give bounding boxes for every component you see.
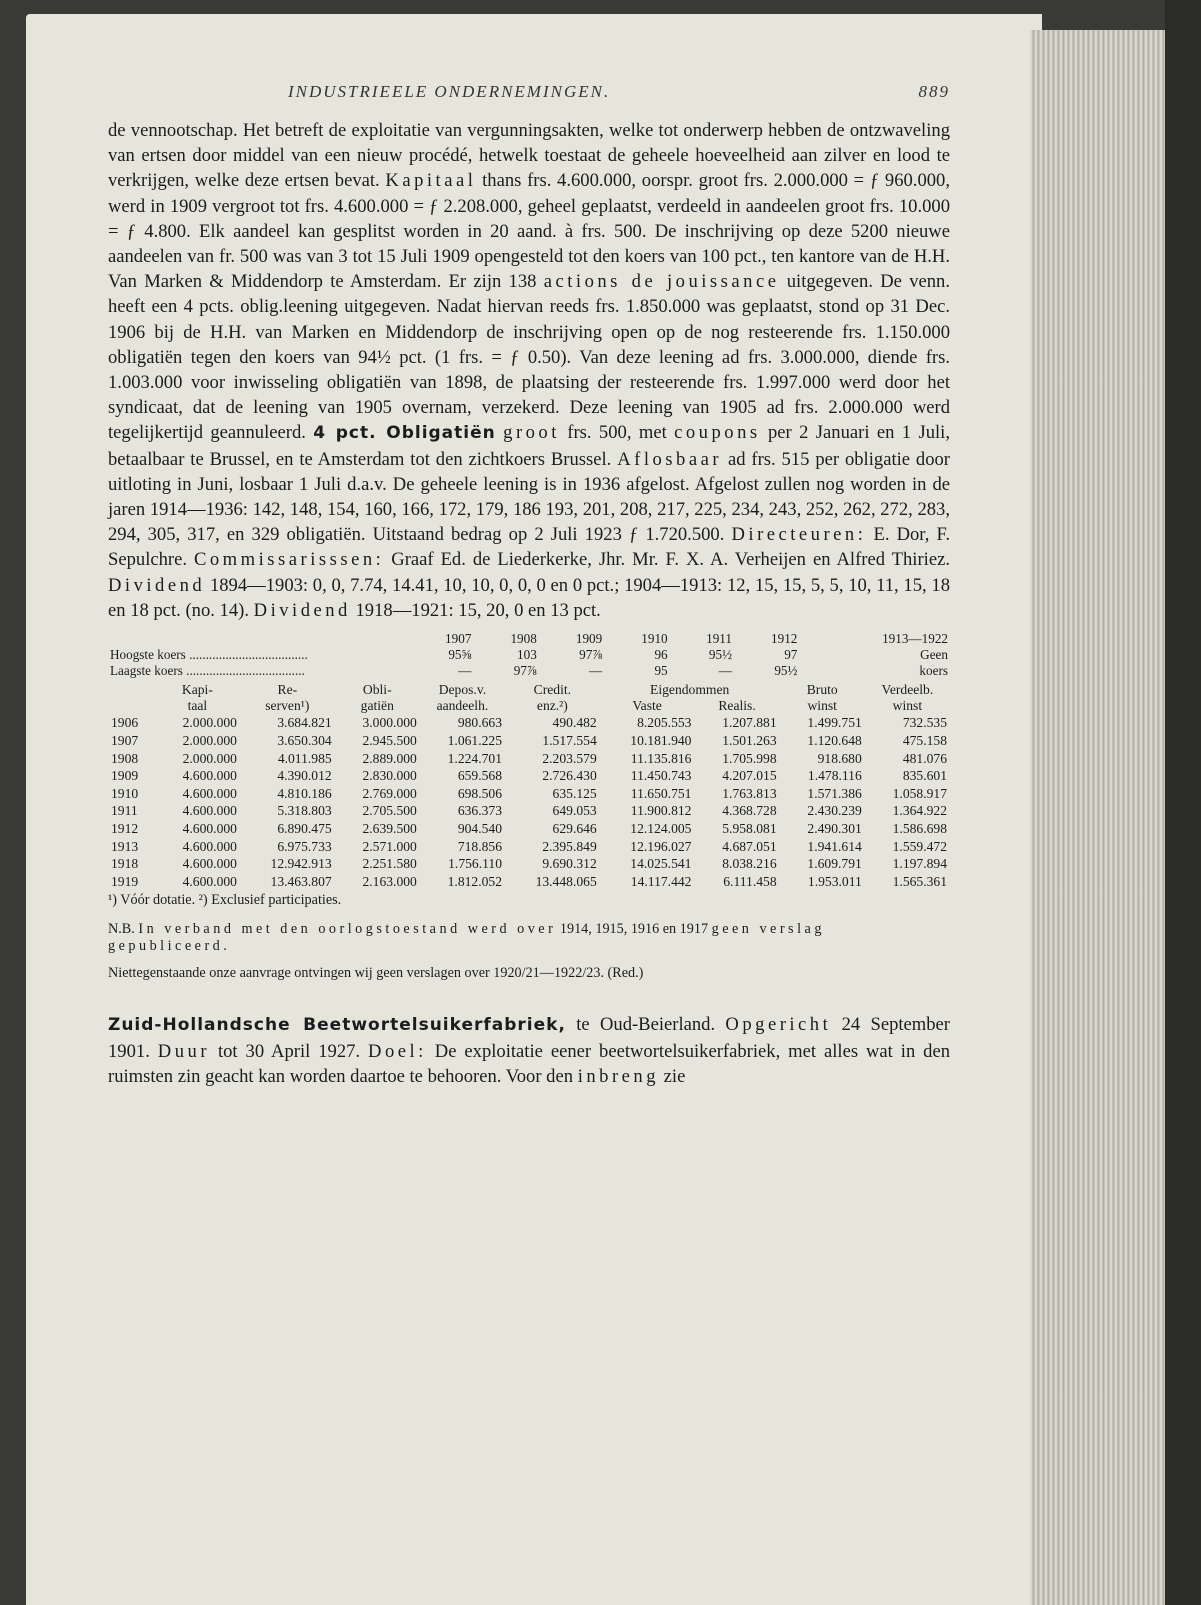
year-cell: 1909 bbox=[575, 631, 603, 647]
year-cell: 1912 bbox=[111, 821, 139, 837]
value-cell: 1.501.263 bbox=[722, 733, 777, 749]
table-row bbox=[108, 838, 950, 856]
value-cell: 2.000.000 bbox=[182, 750, 237, 766]
value-cell: 11.650.751 bbox=[630, 785, 692, 801]
text-run: zie bbox=[663, 1065, 686, 1087]
header-cell: Verdeelb. bbox=[881, 682, 934, 698]
year-cell: 1909 bbox=[111, 768, 139, 784]
koers-cell: koers bbox=[919, 662, 948, 678]
value-cell: 1.364.922 bbox=[892, 803, 947, 819]
spaced-term-directeuren: Directeuren: bbox=[731, 524, 867, 546]
value-cell: 12.196.027 bbox=[630, 838, 692, 854]
text-run: De exploitatie eener beetwortelsuikerfabriek, met alles wat in den ruimsten zin geacht kan worden daartoe te behooren. Voor den bbox=[108, 1040, 951, 1087]
year-cell: 1907 bbox=[445, 631, 472, 647]
header-cell: winst bbox=[892, 698, 923, 714]
value-cell: 6.975.733 bbox=[277, 838, 332, 854]
header-cell: Kapi- bbox=[181, 682, 213, 698]
value-cell: 13.463.807 bbox=[270, 873, 332, 889]
value-cell: 1.756.110 bbox=[448, 856, 502, 872]
value-cell: 2.395.849 bbox=[542, 838, 597, 854]
value-cell: 904.540 bbox=[457, 821, 502, 837]
spaced-text: In verband met den oorlogstoestand werd over bbox=[138, 921, 557, 938]
text-run: te Oud-Beierland. bbox=[576, 1014, 716, 1036]
value-cell: 1.499.751 bbox=[807, 715, 862, 731]
value-cell: 1.224.701 bbox=[447, 750, 502, 766]
value-cell: 1.058.917 bbox=[892, 785, 947, 801]
value-cell: 14.025.541 bbox=[630, 856, 692, 872]
value-cell: 11.450.743 bbox=[630, 768, 692, 784]
text-run: de vennootschap. Het betreft de exploitatie van vergunningsakten, welke tot onderwerp hebben de ontzwaveling van ertsen door middel van een nieuw procédé, hetwelk toestaat de geheele hoeveelheid aan zilver en lood te verkrijgen, welke deze ertsen bevat. bbox=[108, 120, 950, 192]
year-cell: 1908 bbox=[510, 631, 537, 647]
value-cell: 698.506 bbox=[457, 785, 502, 801]
value-cell: 629.646 bbox=[552, 821, 597, 837]
year-cell: 1919 bbox=[111, 873, 139, 889]
year-cell: 1910 bbox=[641, 631, 668, 647]
book-spine-shadow bbox=[1165, 0, 1201, 1605]
spaced-term-coupons: coupons bbox=[674, 422, 761, 444]
text-run: tot 30 April 1927. bbox=[217, 1040, 361, 1062]
hoogste-koers-row bbox=[108, 647, 950, 663]
koers-cell: 97 bbox=[784, 646, 798, 662]
financial-table-body bbox=[108, 714, 950, 890]
value-cell: 1.559.472 bbox=[892, 838, 947, 854]
year-cell: 1907 bbox=[111, 733, 139, 749]
year-cell: 1912 bbox=[771, 631, 798, 647]
text-run: 1918—1921: 15, 20, 0 en 13 pct. bbox=[355, 599, 601, 621]
value-cell: 1.207.881 bbox=[722, 715, 777, 731]
value-cell: 4.687.051 bbox=[722, 838, 777, 854]
value-cell: 8.205.553 bbox=[637, 715, 692, 731]
value-cell: 3.650.304 bbox=[277, 733, 332, 749]
value-cell: 4.390.012 bbox=[277, 768, 332, 784]
editor-note: Niettegenstaande onze aanvrage ontvingen wij geen verslagen over 1920/21—1922/23. (Red.) bbox=[108, 965, 644, 982]
value-cell: 11.900.812 bbox=[630, 803, 692, 819]
koers-cell: 95⅝ bbox=[448, 646, 472, 662]
koers-cell: 103 bbox=[517, 646, 537, 662]
bold-term-obligatien: 4 pct. Obligatiën bbox=[313, 423, 496, 444]
value-cell: 4.600.000 bbox=[182, 873, 237, 889]
value-cell: 2.830.000 bbox=[362, 768, 417, 784]
value-cell: 4.810.186 bbox=[277, 785, 332, 801]
value-cell: 2.571.000 bbox=[362, 838, 417, 854]
koers-cell: — bbox=[589, 662, 603, 678]
value-cell: 4.600.000 bbox=[182, 785, 237, 801]
value-cell: 659.568 bbox=[457, 768, 502, 784]
koers-cell: 95½ bbox=[774, 662, 798, 678]
table-row bbox=[108, 732, 950, 750]
value-cell: 1.517.554 bbox=[542, 733, 597, 749]
year-cell: 1911 bbox=[706, 631, 732, 647]
value-cell: 10.181.940 bbox=[630, 733, 692, 749]
spaced-term-inbreng: inbreng bbox=[577, 1065, 660, 1087]
value-cell: 732.535 bbox=[902, 715, 947, 731]
value-cell: 2.430.239 bbox=[807, 803, 862, 819]
value-cell: 2.000.000 bbox=[182, 715, 237, 731]
year-cell: 1906 bbox=[111, 715, 139, 731]
header-cell: Realis. bbox=[718, 698, 756, 714]
spaced-term-commissarissen: Commissarisssen: bbox=[193, 549, 385, 571]
value-cell: 2.000.000 bbox=[182, 733, 237, 749]
spaced-term-duur: Duur bbox=[157, 1040, 211, 1062]
value-cell: 5.318.803 bbox=[277, 803, 332, 819]
year-cell: 1908 bbox=[111, 750, 139, 766]
spaced-term-actions: actions de jouissance bbox=[543, 271, 780, 293]
spaced-term-kapitaal: Kapitaal bbox=[385, 170, 477, 192]
value-cell: 1.478.116 bbox=[807, 768, 862, 784]
page-edges bbox=[1030, 30, 1170, 1605]
value-cell: 4.207.015 bbox=[722, 768, 777, 784]
table-row bbox=[108, 855, 950, 873]
value-cell: 1.061.225 bbox=[447, 733, 502, 749]
koers-cell: 97⅞ bbox=[513, 662, 537, 678]
header-cell: Eigendommen bbox=[650, 682, 730, 698]
value-cell: 1.571.386 bbox=[807, 785, 862, 801]
value-cell: 11.135.816 bbox=[630, 750, 692, 766]
spaced-text: geen verslag gepubliceerd. bbox=[108, 921, 825, 955]
value-cell: 636.373 bbox=[457, 803, 502, 819]
header-cell: Vaste bbox=[632, 698, 662, 714]
koers-years-row bbox=[108, 631, 950, 647]
page-number: 889 bbox=[918, 82, 950, 101]
laagste-koers-row bbox=[108, 663, 950, 679]
spaced-term-groot: groot bbox=[503, 422, 560, 444]
value-cell: 1.565.361 bbox=[892, 873, 947, 889]
text-run: Graaf Ed. de Liederkerke, Jhr. Mr. F. X. A. Verheijen en Alfred Thiriez. bbox=[391, 549, 950, 571]
value-cell: 1.586.698 bbox=[892, 821, 947, 837]
year-cell: 1913 bbox=[111, 838, 139, 854]
value-cell: 2.490.301 bbox=[807, 821, 862, 837]
company-paragraph bbox=[108, 118, 950, 623]
header-cell: enz.²) bbox=[536, 698, 568, 714]
koers-cell: — bbox=[718, 662, 732, 678]
table-row bbox=[108, 767, 950, 785]
table-row bbox=[108, 750, 950, 768]
year-cell: 1918 bbox=[111, 856, 139, 872]
text-run: uitgegeven. De venn. heeft een 4 pcts. oblig.leening uitgegeven. Nadat hiervan reeds frs. 1.850.000 was geplaatst, stond op 31 Dec. 1906 bij de H.H. van Marken en Middendorp de inschrijving open op de nog resteerende frs. 1.150.000 obligatiën tegen den koers van 94½ pct. (1 frs. = ƒ 0.50). Van deze leening ad frs. 3.000.000, diende frs. 1.003.000 voor inwisseling obligatiën van 1898, de plaatsing der resteerende frs. 1.997.000 werd door het syndicaat, dat de leening van 1905 overnam, verzekerd. Deze leening van 1905 ad frs. 2.000.000 werd tegelijkertijd geannuleerd. bbox=[108, 271, 950, 444]
year-cell: 1911 bbox=[111, 803, 138, 819]
table-row bbox=[108, 873, 950, 891]
koers-cell: 97⅞ bbox=[579, 646, 603, 662]
value-cell: 3.684.821 bbox=[277, 715, 332, 731]
value-cell: 1.197.894 bbox=[892, 856, 947, 872]
text-run: 24 September 1901. bbox=[108, 1014, 951, 1062]
year-cell: 1910 bbox=[111, 785, 139, 801]
table-row bbox=[108, 785, 950, 803]
text-run: E. Dor, F. Sepulchre. bbox=[108, 524, 950, 571]
row-label: Laagste koers .................................... bbox=[110, 662, 305, 678]
value-cell: 1.705.998 bbox=[722, 750, 777, 766]
value-cell: 2.203.579 bbox=[542, 750, 597, 766]
running-header bbox=[108, 82, 950, 102]
value-cell: 835.601 bbox=[902, 768, 947, 784]
header-cell: Obli- bbox=[362, 682, 392, 698]
year-cell: 1913—1922 bbox=[882, 631, 948, 647]
value-cell: 8.038.216 bbox=[722, 856, 777, 872]
header-cell: taal bbox=[187, 698, 208, 714]
value-cell: 4.600.000 bbox=[182, 856, 237, 872]
company-name: Zuid-Hollandsche Beetwortelsuikerfabriek, bbox=[108, 1015, 566, 1036]
text-run: en 1917 bbox=[662, 921, 709, 938]
company-paragraph-2 bbox=[108, 1012, 950, 1089]
value-cell: 1.812.052 bbox=[447, 873, 502, 889]
text-run: N.B. bbox=[108, 921, 135, 938]
value-cell: 1.609.791 bbox=[807, 856, 862, 872]
value-cell: 6.890.475 bbox=[277, 821, 332, 837]
value-cell: 2.705.500 bbox=[362, 803, 417, 819]
value-cell: 9.690.312 bbox=[542, 856, 597, 872]
value-cell: 1.120.648 bbox=[807, 733, 862, 749]
spaced-term-doel: Doel: bbox=[368, 1040, 427, 1062]
value-cell: 1.763.813 bbox=[722, 785, 777, 801]
value-cell: 918.680 bbox=[817, 750, 862, 766]
header-cell: Re- bbox=[277, 682, 298, 698]
value-cell: 649.053 bbox=[552, 803, 597, 819]
value-cell: 2.163.000 bbox=[362, 873, 417, 889]
value-cell: 2.945.500 bbox=[362, 733, 417, 749]
value-cell: 4.600.000 bbox=[182, 838, 237, 854]
text-run: ad frs. 515 per obligatie door uitloting in Juni, losbaar 1 Juli d.a.v. De geheele leening is in 1936 afgelost. Afgelost zullen nog worden in de jaren 1914—1936: 142, 148, 154, 160, 166, 172, 179, 186 193, 201, 208, 217, 225, 234, 243, 252, 262, 272, 283, 294, 305, 317, en 329 obligatiën. Uitstaand bedrag op 2 Juli 1923 ƒ 1.720.500. bbox=[108, 448, 951, 546]
koers-cell: 95 bbox=[654, 662, 668, 678]
text-run: 1894—1903: 0, 0, 7.74, 14.41, 10, 10, 0, 0, 0 en 0 pct.; 1904—1913: 12, 15, 15, 5, 5, 10, 11, 15, 18 en 18 pct. (no. 14). bbox=[108, 574, 950, 621]
row-label: Hoogste koers .................................... bbox=[110, 646, 308, 662]
value-cell: 1.941.614 bbox=[807, 838, 862, 854]
text-run: 1914, 1915, 1916 bbox=[559, 921, 660, 938]
text-run: per 2 Januari en 1 Juli, betaalbaar te Brussel, en te Amsterdam tot den zichtkoers Brussel. bbox=[108, 422, 950, 470]
financial-header-row-1 bbox=[108, 682, 950, 698]
value-cell: 718.856 bbox=[457, 838, 502, 854]
value-cell: 2.726.430 bbox=[542, 768, 597, 784]
koers-cell: 96 bbox=[654, 646, 668, 662]
value-cell: 4.600.000 bbox=[182, 768, 237, 784]
value-cell: 475.158 bbox=[902, 733, 947, 749]
value-cell: 5.958.081 bbox=[722, 821, 777, 837]
header-cell bbox=[108, 682, 155, 698]
koers-cell: — bbox=[458, 662, 472, 678]
value-cell: 13.448.065 bbox=[535, 873, 597, 889]
table-footnote: ¹) Vóór dotatie. ²) Exclusief participaties. bbox=[108, 892, 342, 909]
value-cell: 490.482 bbox=[552, 715, 597, 731]
koers-cell: Geen bbox=[920, 646, 948, 662]
value-cell: 3.000.000 bbox=[362, 715, 417, 731]
value-cell: 635.125 bbox=[552, 785, 597, 801]
value-cell: 14.117.442 bbox=[630, 873, 692, 889]
value-cell: 4.011.985 bbox=[277, 750, 332, 766]
koers-cell: 95½ bbox=[708, 646, 732, 662]
header-cell bbox=[108, 698, 155, 714]
header-cell: Credit. bbox=[533, 682, 572, 698]
value-cell: 4.600.000 bbox=[182, 821, 237, 837]
text-run: frs. 500, met bbox=[567, 422, 667, 444]
header-cell: Bruto bbox=[806, 682, 838, 698]
value-cell: 1.953.011 bbox=[807, 873, 862, 889]
value-cell: 12.124.005 bbox=[630, 821, 692, 837]
header-cell: Depos.v. bbox=[438, 682, 487, 698]
header-cell: gatiën bbox=[360, 698, 394, 714]
value-cell: 12.942.913 bbox=[270, 856, 332, 872]
financial-header-row-2 bbox=[108, 698, 950, 714]
header-cell: winst bbox=[807, 698, 837, 714]
value-cell: 980.663 bbox=[457, 715, 502, 731]
text-run: thans frs. 4.600.000, oorspr. groot frs. 2.000.000 = ƒ 960.000, werd in 1909 vergroot tot frs. 4.600.000 = ƒ 2.208.000, geheel geplaatst, verdeeld in aandeelen groot frs. 10.000 = ƒ 4.800. Elk aandeel kan gesplitst worden in 20 aand. à frs. 500. De inschrijving op deze 5200 nieuwe aandeelen van fr. 500 was van 3 tot 15 Juli 1909 opengesteld tot den koers van 100 pct., ten kantore van de H.H. Van Marken & Middendorp te Amsterdam. Er zijn 138 bbox=[108, 170, 950, 293]
header-cell: aandeelh. bbox=[436, 698, 489, 714]
value-cell: 2.639.500 bbox=[362, 821, 417, 837]
value-cell: 2.769.000 bbox=[362, 785, 417, 801]
value-cell: 2.889.000 bbox=[362, 750, 417, 766]
value-cell: 6.111.458 bbox=[723, 873, 777, 889]
table-row bbox=[108, 714, 950, 732]
spaced-term-dividend: Dividend bbox=[253, 599, 351, 621]
spaced-term-aflosbaar: Aflosbaar bbox=[617, 448, 723, 470]
header-title: INDUSTRIEELE ONDERNEMINGEN. bbox=[288, 82, 611, 101]
table-row bbox=[108, 820, 950, 838]
table-row bbox=[108, 802, 950, 820]
koers-table bbox=[108, 631, 950, 678]
value-cell: 4.368.728 bbox=[722, 803, 777, 819]
page-content bbox=[108, 82, 950, 1089]
spaced-term-opgericht: Opgericht bbox=[725, 1014, 832, 1036]
value-cell: 4.600.000 bbox=[182, 803, 237, 819]
value-cell: 2.251.580 bbox=[362, 856, 417, 872]
value-cell: 481.076 bbox=[902, 750, 947, 766]
financial-table bbox=[108, 682, 950, 890]
nb-note bbox=[108, 921, 950, 955]
header-cell: serven¹) bbox=[265, 698, 310, 714]
spaced-term-dividend: Dividend bbox=[108, 574, 206, 596]
